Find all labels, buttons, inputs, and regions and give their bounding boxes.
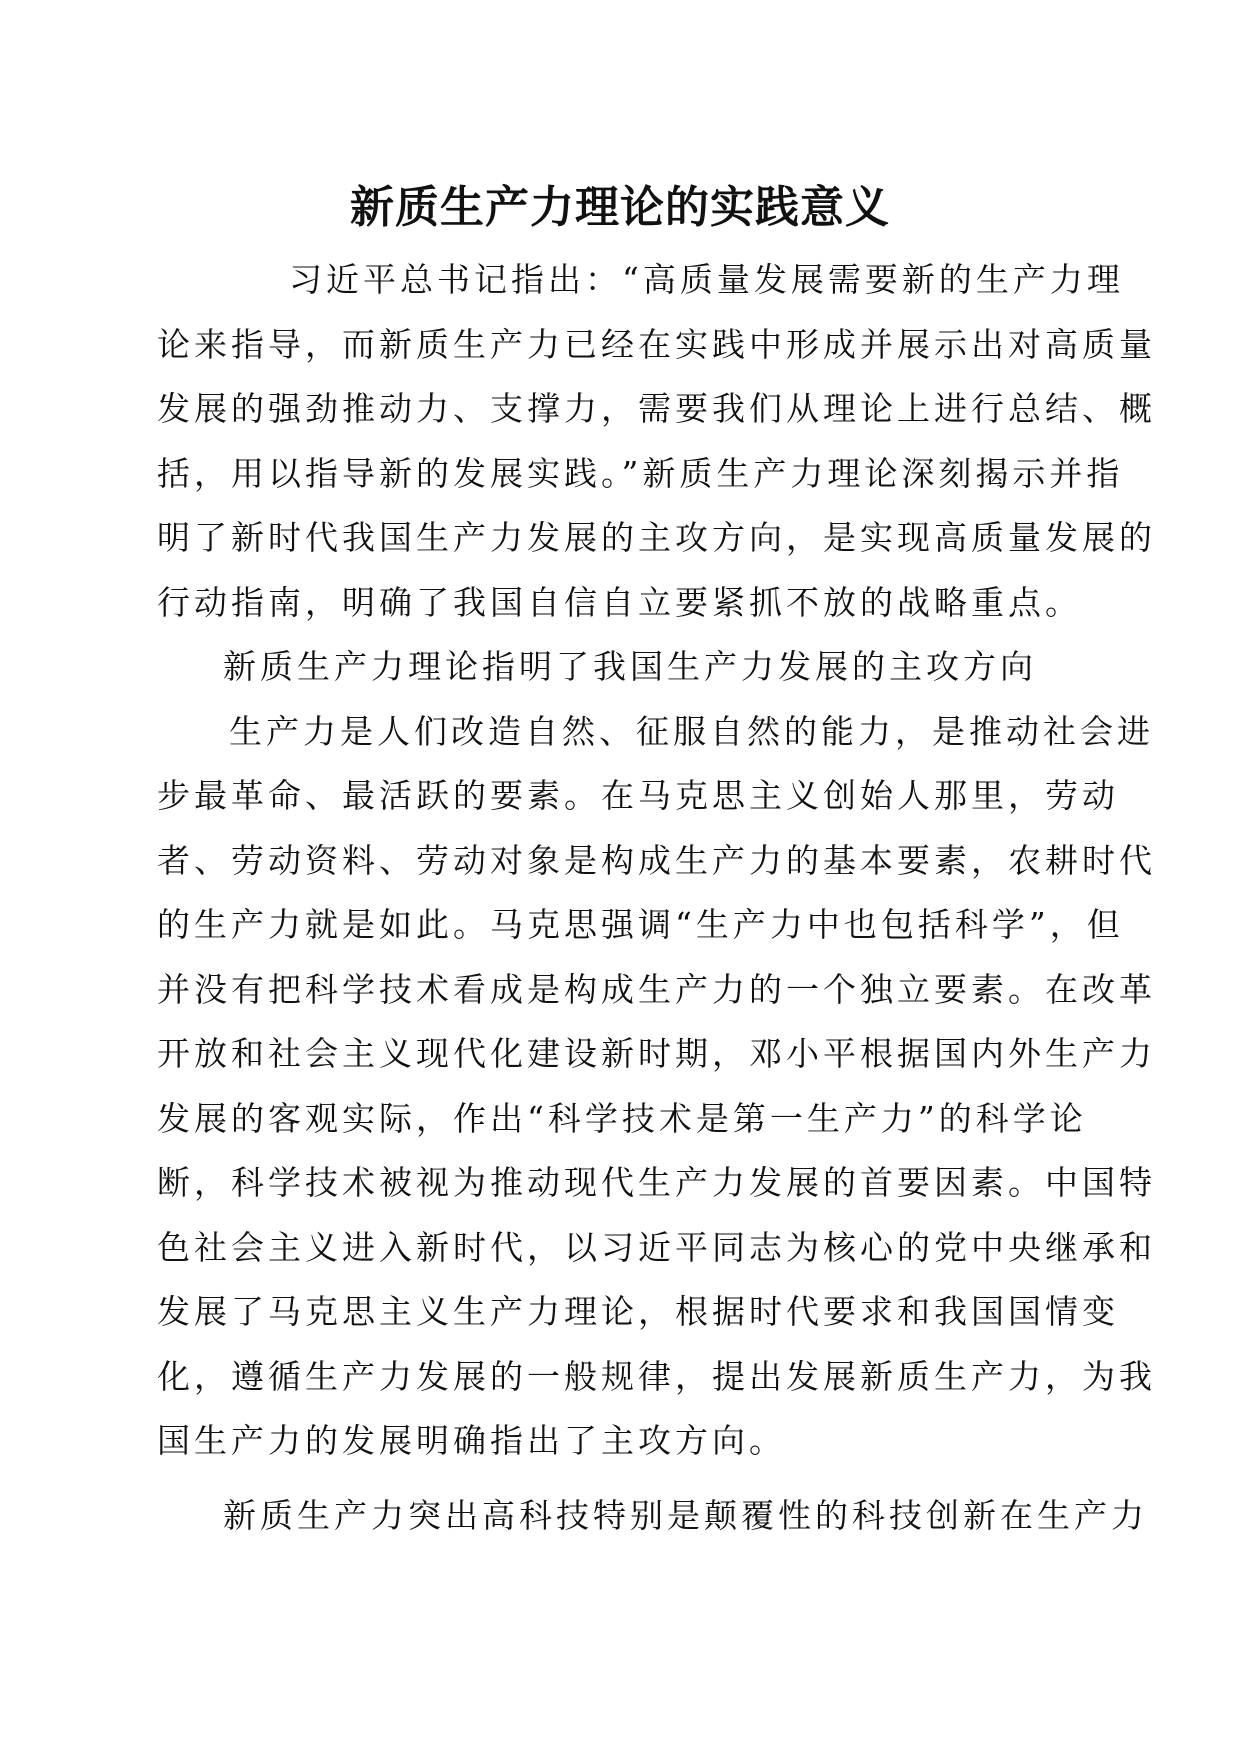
section-heading-text: 新质生产力理论指明了我国生产力发展的主攻方向 <box>223 647 1037 686</box>
text-line: 的生产力就是如此。马克思强调“生产力中也包括科学”，但 <box>157 905 1124 944</box>
text-line: 色社会主义进入新时代，以习近平同志为核心的党中央继承和 <box>157 1227 1156 1267</box>
text-line-content: 习近平总书记指出：“高质量发展需要新的生产力理 <box>289 260 1124 299</box>
section-heading <box>157 635 1081 700</box>
document-body <box>157 248 1156 1548</box>
text-line <box>157 635 1081 700</box>
text-line: 国生产力的发展明确指出了主攻方向。 <box>157 1421 786 1460</box>
text-line: 化，遵循生产力发展的一般规律，提出发展新质生产力，为我 <box>157 1356 1156 1396</box>
text-line-content: 新质生产力突出高科技特别是颠覆性的科技创新在生产力 <box>223 1495 1148 1535</box>
text-line: 明了新时代我国生产力发展的主攻方向，是实现高质量发展的 <box>157 518 1156 557</box>
paragraph-innovation <box>157 1484 1148 1549</box>
text-line: 发展的客观实际，作出“科学技术是第一生产力”的科学论 <box>157 1098 1087 1138</box>
text-line: 开放和社会主义现代化建设新时期，邓小平根据国内外生产力 <box>157 1034 1156 1073</box>
text-line <box>157 700 1154 765</box>
text-line: 论来指导，而新质生产力已经在实践中形成并展示出对高质量 <box>157 324 1156 364</box>
text-line: 行动指南，明确了我国自信自立要紧抓不放的战略重点。 <box>157 582 1082 622</box>
text-line: 括，用以指导新的发展实践。”新质生产力理论深刻揭示并指 <box>157 453 1124 493</box>
text-line: 步最革命、最活跃的要素。在马克思主义创始人那里，劳动 <box>157 776 1119 815</box>
text-line: 断，科学技术被视为推动现代生产力发展的首要因素。中国特 <box>157 1163 1156 1202</box>
paragraph-intro <box>157 248 1156 635</box>
text-line <box>157 1484 1148 1549</box>
text-line: 并没有把科学技术看成是构成生产力的一个独立要素。在改革 <box>157 969 1156 1009</box>
text-line: 发展的强劲推动力、支撑力，需要我们从理论上进行总结、概 <box>157 389 1156 428</box>
text-line-content: 生产力是人们改造自然、征服自然的能力，是推动社会进 <box>229 711 1154 751</box>
text-line: 者、劳动资料、劳动对象是构成生产力的基本要素，农耕时代 <box>157 840 1156 880</box>
text-line: 发展了马克思主义生产力理论，根据时代要求和我国国情变 <box>157 1292 1119 1331</box>
document-title: 新质生产力理论的实践意义 <box>350 182 890 233</box>
paragraph-productivity <box>157 700 1156 1474</box>
text-line <box>157 248 1124 313</box>
